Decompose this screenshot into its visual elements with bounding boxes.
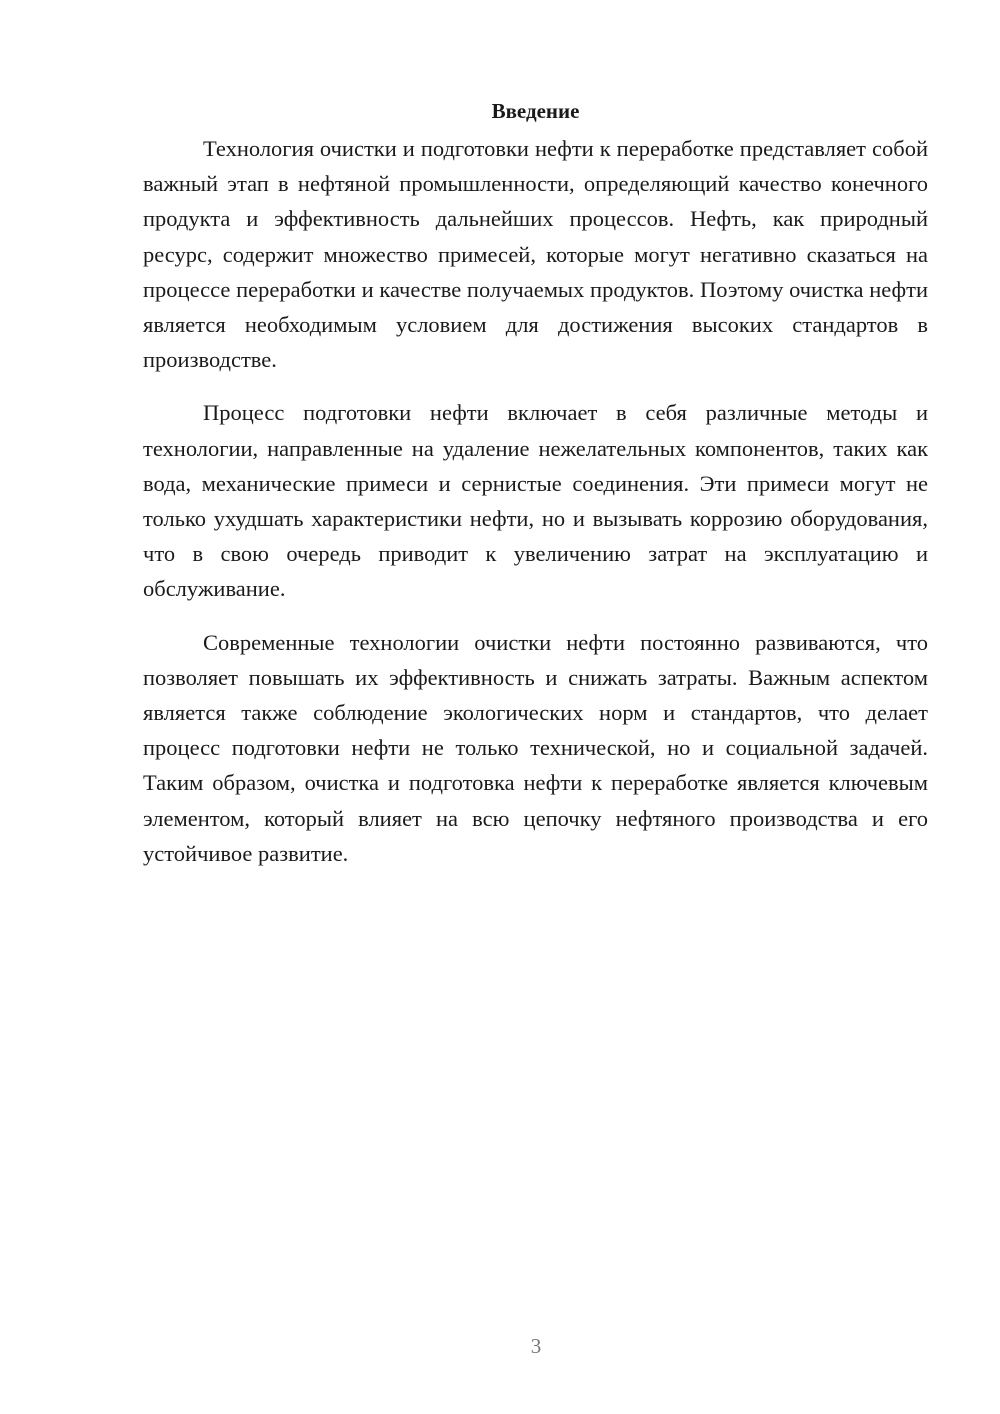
page-content (143, 94, 928, 889)
paragraph-2: Процесс подготовки нефти включает в себя различные методы и технологии, направленные на удаление нежелательных компонентов, таких как вода, механические примеси и сернистые соединения. Эти примеси могут не только ухудшать характеристики нефти, но и вызывать коррозию оборудования, что в свою очередь приводит к увеличению затрат на эксплуатацию и обслуживание. (143, 400, 928, 602)
section-heading: Введение (491, 99, 580, 123)
paragraph-1: Технология очистки и подготовки нефти к переработке представляет собой важный этап в нефтяной промышленности, определяющий качество конечного продукта и эффективность дальнейших процессов. Нефть, как природный ресурс, содержит множество примесей, которые могут негативно сказаться на процессе переработки и качестве получаемых продуктов. Поэтому очистка нефти является необходимым условием для достижения высоких стандартов в производстве. (143, 136, 928, 373)
paragraph-3: Современные технологии очистки нефти постоянно развиваются, что позволяет повышать их эффективность и снижать затраты. Важным аспектом является также соблюдение экологических норм и стандартов, что делает процесс подготовки нефти не только технической, но и социальной задачей. Таким образом, очистка и подготовка нефти к переработке является ключевым элементом, который влияет на всю цепочку нефтяного производства и его устойчивое развитие. (143, 629, 928, 866)
page-number: 3 (530, 1334, 542, 1358)
